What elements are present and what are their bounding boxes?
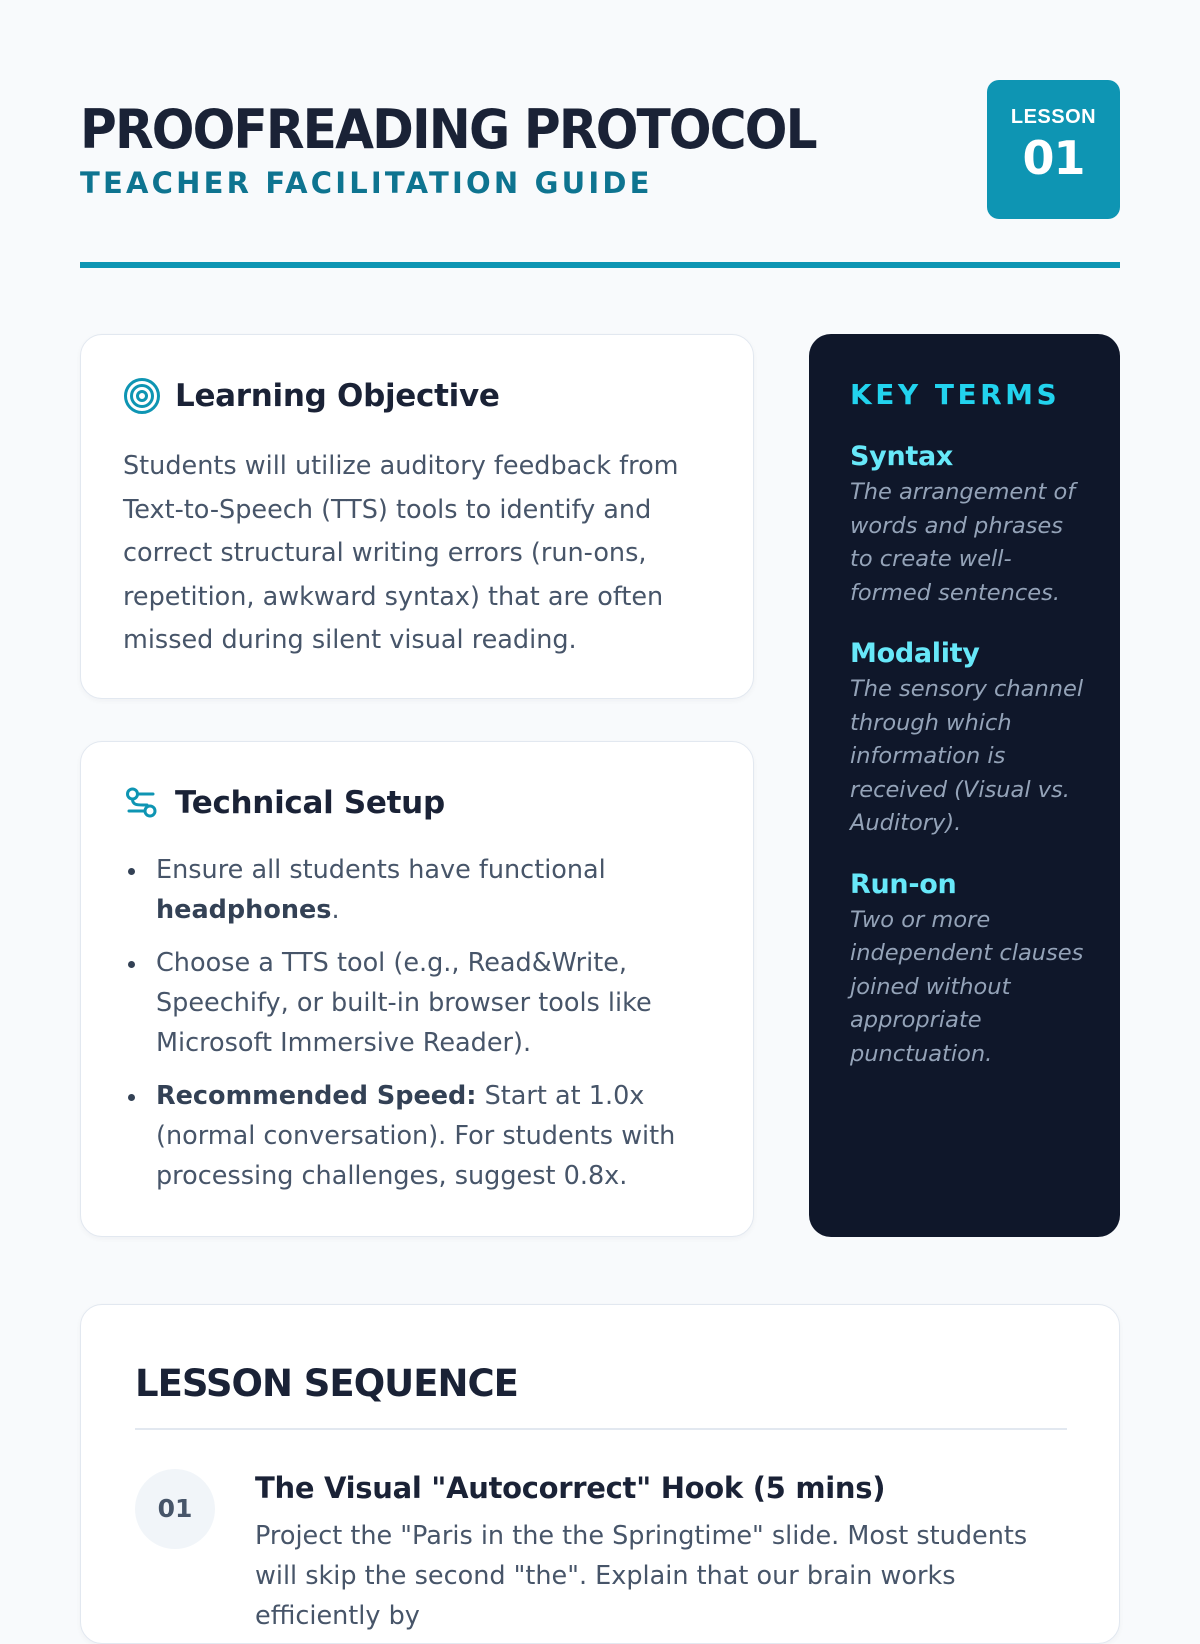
learning-objective-header xyxy=(123,377,500,415)
page-subtitle: TEACHER FACILITATION GUIDE xyxy=(80,166,653,200)
key-term-definition: Two or more independent clauses joined without appropriate punctuation. xyxy=(850,906,1084,1067)
key-terms-title: KEY TERMS xyxy=(850,378,1061,411)
technical-setup-heading: Technical Setup xyxy=(175,785,445,821)
key-term-definition: The arrangement of words and phrases to create well-formed sentences. xyxy=(850,479,1076,606)
step-number-badge: 01 xyxy=(135,1469,215,1549)
lesson-sequence-card xyxy=(80,1304,1120,1644)
list-item xyxy=(123,1076,733,1196)
key-terms-panel xyxy=(809,334,1120,1237)
page-title: PROOFREADING PROTOCOL xyxy=(80,98,816,161)
setup-item-text: . xyxy=(331,895,340,925)
key-term: Syntax xyxy=(850,441,954,472)
technical-setup-header xyxy=(123,784,445,822)
target-icon xyxy=(123,377,161,415)
learning-objective-card xyxy=(80,334,754,699)
setup-item-text: Choose a TTS tool (e.g., Read&Write, Speechify, or built-in browser tools like Microsoft Immersive Reader). xyxy=(156,948,652,1058)
sliders-icon xyxy=(123,784,161,822)
learning-objective-heading: Learning Objective xyxy=(175,378,500,414)
setup-item-bold: headphones xyxy=(156,895,332,925)
header xyxy=(80,80,1120,268)
list-item xyxy=(123,850,733,930)
divider xyxy=(135,1428,1067,1430)
lesson-badge-number: 01 xyxy=(1022,131,1085,185)
lesson-badge-label: LESSON xyxy=(1010,106,1097,128)
key-term-definition: The sensory channel through which information is received (Visual vs. Auditory). xyxy=(850,676,1084,836)
learning-objective-text: Students will utilize auditory feedback from Text-to-Speech (TTS) tools to identify and correct structural writing errors (run-ons, repetition, awkward syntax) that are often missed during silent visual reading. xyxy=(123,451,679,655)
setup-item-bold: Recommended Speed: xyxy=(156,1081,477,1111)
step-description: Project the "Paris in the the Springtime" slide. Most students will skip the second "the". Explain that our brain works efficiently by xyxy=(255,1521,1028,1631)
lesson-badge xyxy=(987,80,1120,219)
key-term: Run-on xyxy=(850,868,957,900)
step-title: The Visual "Autocorrect" Hook (5 mins) xyxy=(255,1471,886,1505)
key-term: Modality xyxy=(850,638,980,669)
technical-setup-card xyxy=(80,741,754,1237)
setup-item-text: Ensure all students have functional xyxy=(156,855,606,885)
lesson-sequence-title: LESSON SEQUENCE xyxy=(135,1362,518,1405)
technical-setup-list xyxy=(123,850,733,1209)
setup-item-text: Start at 1.0x (normal conversation). For students with processing challenges, suggest 0.8x. xyxy=(156,1081,676,1191)
list-item xyxy=(123,943,733,1063)
